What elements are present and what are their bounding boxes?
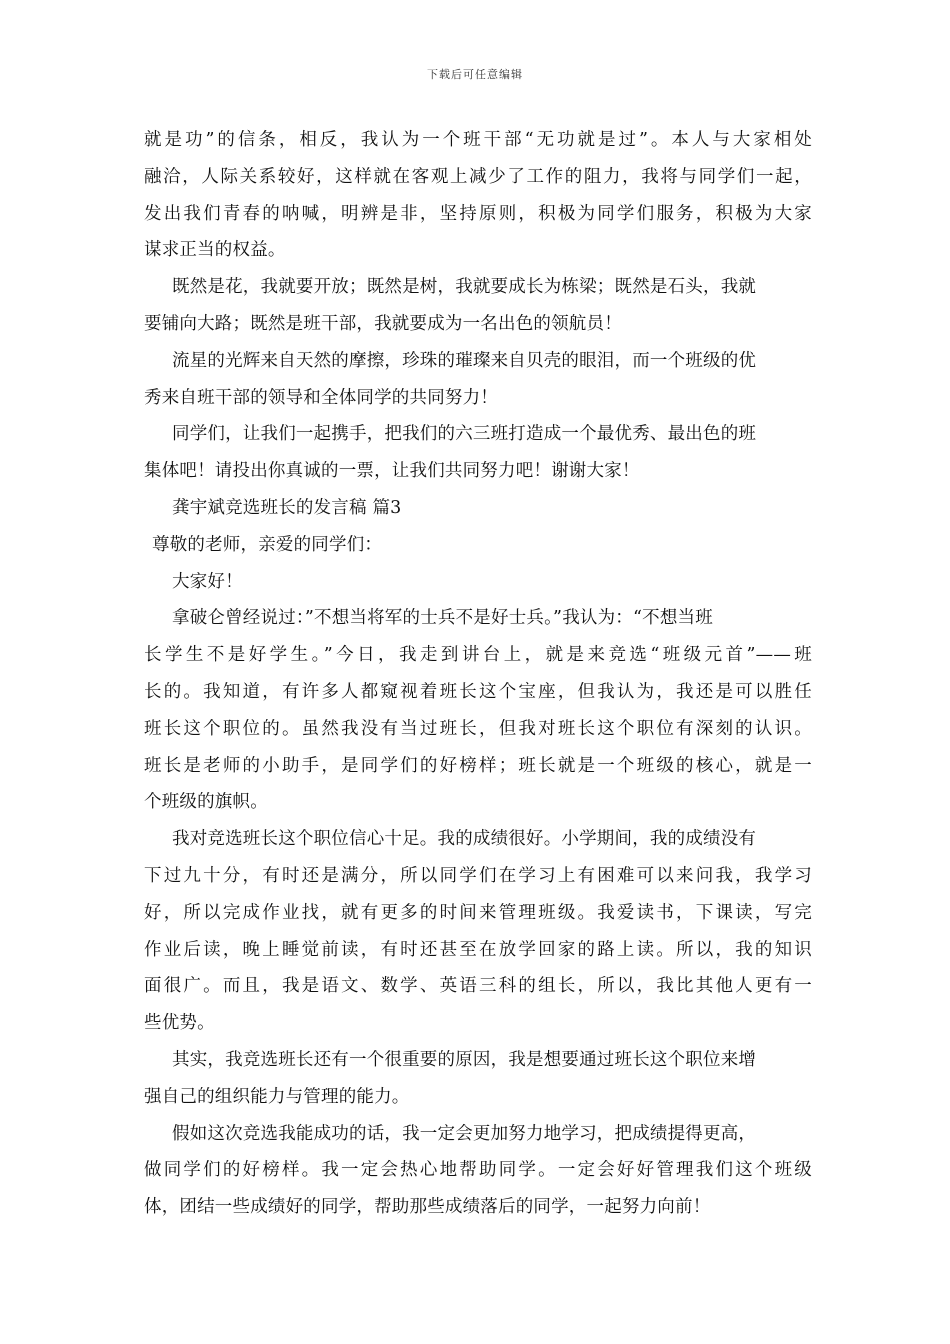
text-line: 班长这个职位的。虽然我没有当过班长，但我对班长这个职位有深刻的认识。 xyxy=(144,718,812,739)
text-line: 我对竞选班长这个职位信心十足。我的成绩很好。小学期间，我的成绩没有 xyxy=(172,829,757,850)
text-line: 拿破仑曾经说过：”不想当将军的士兵不是好士兵。”我认为：“不想当班 xyxy=(172,608,713,629)
text-line: 面很广。而且，我是语文、数学、英语三科的组长，所以，我比其他人更有一 xyxy=(144,976,812,997)
text-line: 就是功”的信条，相反，我认为一个班干部“无功就是过”。本人与大家相处 xyxy=(144,130,812,150)
text-line: 个班级的旗帜。 xyxy=(144,792,268,813)
page-header: 下载后可任意编辑 xyxy=(427,68,523,81)
text-line: 同学们，让我们一起携手，把我们的六三班打造成一个最优秀、最出色的班 xyxy=(172,424,757,445)
document-body xyxy=(144,122,812,1226)
text-line: 体，团结一些成绩好的同学，帮助那些成绩落后的同学，一起努力向前！ xyxy=(144,1197,711,1218)
text-line: 谋求正当的权益。 xyxy=(144,240,286,261)
text-line: 好，所以完成作业找，就有更多的时间来管理班级。我爱读书，下课读，写完 xyxy=(144,902,812,923)
text-line: 大家好！ xyxy=(172,571,243,592)
text-line: 班长是老师的小助手，是同学们的好榜样；班长就是一个班级的核心，就是一 xyxy=(144,755,812,776)
text-line: 其实，我竞选班长还有一个很重要的原因，我是想要通过班长这个职位来增 xyxy=(172,1049,757,1070)
text-line: 作业后读，晚上睡觉前读，有时还甚至在放学回家的路上读。所以，我的知识 xyxy=(144,939,812,960)
text-line: 些优势。 xyxy=(144,1013,215,1034)
text-line: 长的。我知道，有许多人都窥视着班长这个宝座，但我认为，我还是可以胜任 xyxy=(144,681,812,702)
text-line: 龚宇斌竞选班长的发言稿 篇3 xyxy=(172,497,402,518)
text-line: 秀来自班干部的领导和全体同学的共同努力！ xyxy=(144,387,498,408)
text-line: 做同学们的好榜样。我一定会热心地帮助同学。一定会好好管理我们这个班级 xyxy=(144,1160,812,1181)
text-line: 既然是花，我就要开放；既然是树，我就要成长为栋梁；既然是石头，我就 xyxy=(172,277,757,298)
text-line: 流星的光辉来自天然的摩擦，珍珠的璀璨来自贝壳的眼泪，而一个班级的优 xyxy=(172,350,757,371)
text-line: 尊敬的老师，亲爱的同学们： xyxy=(152,534,383,555)
text-line: 长学生不是好学生。”今日，我走到讲台上，就是来竞选“班级元首”——班 xyxy=(144,645,812,666)
text-line: 下过九十分，有时还是满分，所以同学们在学习上有困难可以来问我，我学习 xyxy=(144,865,812,886)
text-line: 假如这次竞选我能成功的话，我一定会更加努力地学习，把成绩提得更高， xyxy=(172,1123,757,1144)
text-line: 强自己的组织能力与管理的能力。 xyxy=(144,1086,410,1107)
text-line: 发出我们青春的呐喊，明辨是非，坚持原则，积极为同学们服务，积极为大家 xyxy=(144,203,812,224)
text-line: 要铺向大路；既然是班干部，我就要成为一名出色的领航员！ xyxy=(144,313,622,334)
text-line: 集体吧！请投出你真诚的一票，让我们共同努力吧！谢谢大家！ xyxy=(144,461,640,482)
text-line: 融洽，人际关系较好，这样就在客观上减少了工作的阻力，我将与同学们一起， xyxy=(144,166,812,187)
